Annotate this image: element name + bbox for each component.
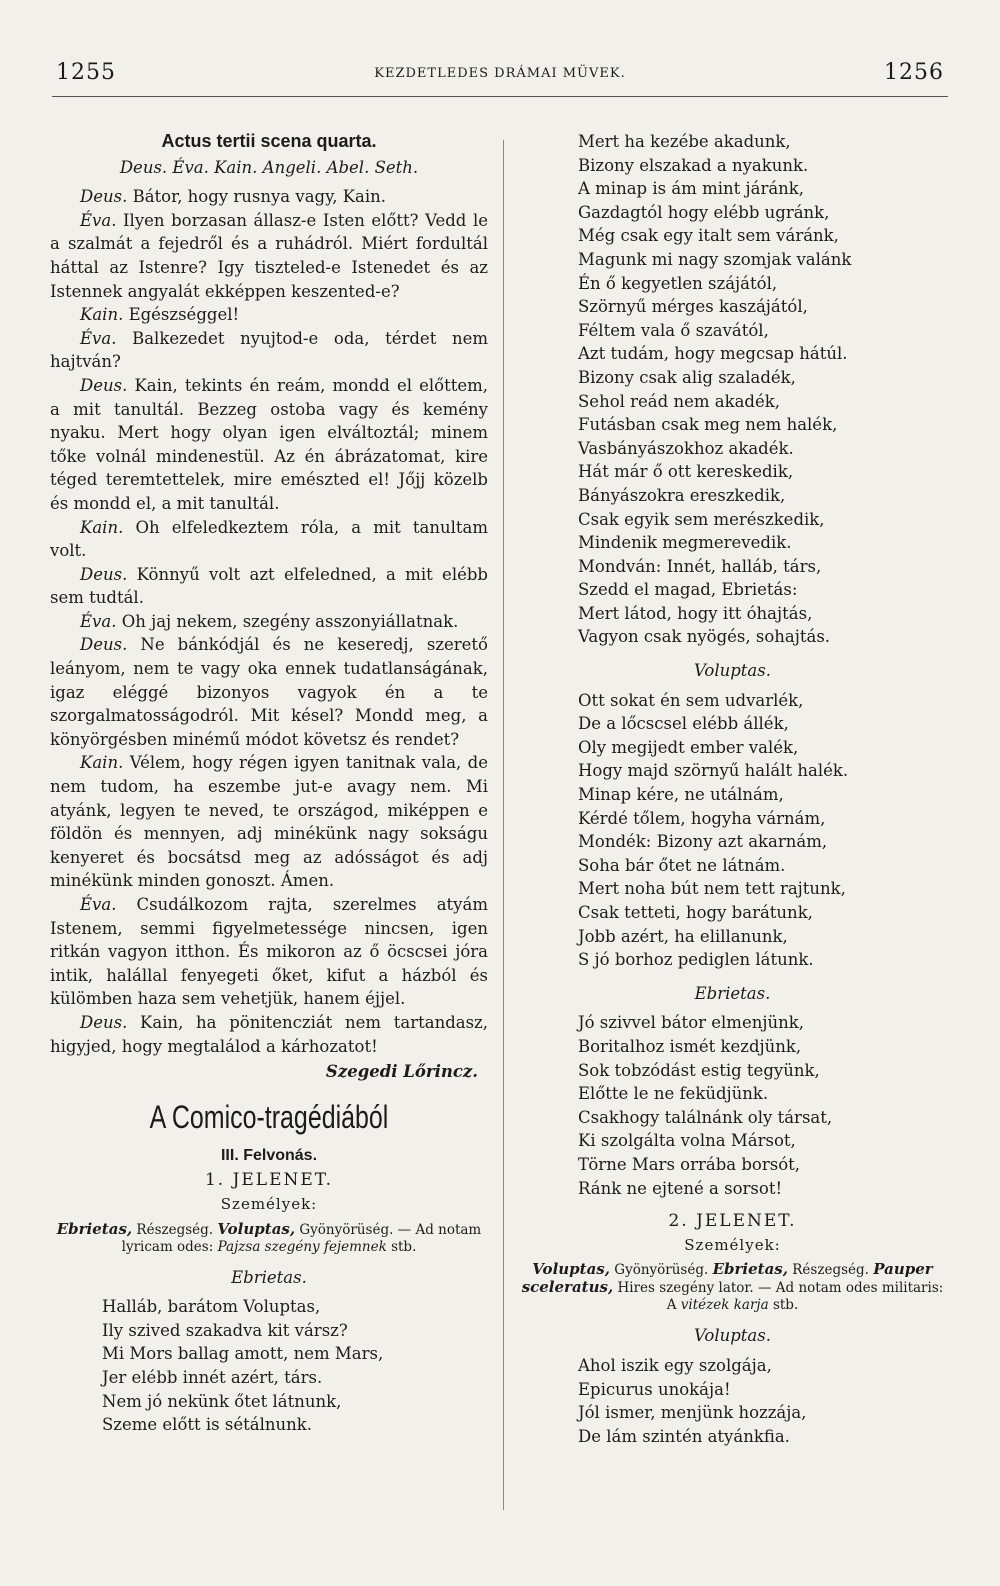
verse-line: Csak egyik sem merészkedik, — [578, 509, 825, 529]
verse-line: Epicurus unokája! — [578, 1379, 731, 1399]
work-title: A Comico-tragédiából — [149, 1098, 389, 1135]
scene-heading: 2. JELENET. — [668, 1211, 797, 1232]
verse-line: Sok tobzódást estig tegyünk, — [578, 1060, 820, 1080]
verse-line: Soha bár őtet ne látnám. — [578, 855, 786, 875]
speaker-name: Kain. — [80, 753, 124, 773]
speaker-name: Éva. — [80, 210, 117, 230]
verse-line: Vasbányászokhoz akadék. — [578, 438, 794, 458]
speech-text: Kain, ha pönitencziát nem tartandasz, higyjed, hogy megtalálod a kárhozatot! — [50, 1012, 488, 1056]
speaker-name: Éva. — [80, 328, 117, 348]
speaker-name: Deus. — [80, 187, 128, 207]
right-page-number: 1256 — [884, 60, 944, 85]
cast-name: Ebrietas, — [56, 1219, 133, 1238]
verse-block — [520, 130, 945, 649]
dialogue-paragraph — [50, 563, 488, 610]
left-page-number: 1255 — [56, 60, 116, 85]
running-title: KEZDETLEDES DRÁMAI MÜVEK. — [374, 66, 626, 81]
speech-text: Könnyű volt azt elfeledned, a mit elébb sem tudtál. — [50, 564, 488, 608]
verse-line: Jer elébb innét azért, társ. — [102, 1367, 323, 1387]
verse-line: Mindenik megmerevedik. — [578, 533, 792, 553]
speaker-name: Kain. — [80, 305, 124, 325]
speech-text: Oh elfeledkeztem róla, a mit tanultam volt. — [50, 517, 488, 561]
cast-name: Ebrietas, — [712, 1260, 788, 1279]
speech-text: Egészséggel! — [128, 305, 240, 325]
dialogue-paragraph — [50, 209, 488, 303]
verse-line: Halláb, barátom Voluptas, — [102, 1297, 321, 1317]
cast-description — [520, 1261, 945, 1314]
verse-line: Jó szivvel bátor elmenjünk, — [578, 1013, 804, 1033]
tune-name: Pajzsa szegény fejemnek — [217, 1238, 387, 1255]
speech-text: Kain, tekints én reám, mondd el előttem, a mit tanultál. Bezzeg ostoba vagy és kemény nyaku. Mert hogy olyan igen elváltoztál; minem tőke volnál mindenestül. Az én ábrázatomat, kire téged teremtettelek, mire emészted el! Jőjj közelb és mondd el, a mit tanultál. — [50, 375, 489, 513]
dialogue-paragraph — [50, 374, 488, 516]
verse-line: Csak tetteti, hogy barátunk, — [578, 903, 813, 922]
verse-line: Szörnyű mérges kaszájától, — [578, 297, 808, 317]
right-column — [520, 130, 945, 1458]
verse-line: Jobb azért, ha elillanunk, — [578, 926, 788, 946]
verse-line: Minap kére, ne utálnám, — [578, 785, 784, 805]
verse-line: Előtte le ne feküdjünk. — [578, 1084, 769, 1104]
dialogue-paragraph — [50, 751, 488, 893]
verse-block — [520, 1011, 945, 1200]
cast-end: stb. — [391, 1238, 417, 1255]
verse-line: Csakhogy találnánk oly társat, — [578, 1107, 833, 1127]
verse-line: Jól ismer, menjünk hozzája, — [578, 1403, 807, 1423]
dialogue-paragraph — [50, 185, 488, 209]
speech-text: Ne bánkódjál és ne keseredj, szerető leányom, nem te vagy oka ennek tudatlanságának, igaz eléggé bizonyos vagyok én a te szorgalmatosságodról. Mit késel? Mondd meg, a könyörgésben minémű módot követsz és rendet? — [50, 635, 488, 749]
verse-speaker: Ebrietas. — [694, 983, 771, 1003]
verse-line: Boritalhoz ismét kezdjünk, — [578, 1036, 802, 1056]
dialogue-paragraph — [50, 1011, 488, 1058]
dialogue-paragraph — [50, 633, 488, 751]
verse-line: Ki szolgálta volna Mársot, — [578, 1131, 796, 1151]
speaker-name: Kain. — [80, 517, 124, 537]
verse-block — [520, 689, 945, 972]
dialogue-paragraph — [50, 303, 488, 327]
verse-line: De lám szintén atyánkfia. — [578, 1426, 790, 1446]
verse-line: Mondván: Innét, halláb, társ, — [578, 556, 822, 576]
verse-line: A minap is ám mint járánk, — [578, 179, 805, 199]
cast-role: Részegség. — [136, 1221, 214, 1238]
cast-role: Gyönyörüség. — Ad notam lyricam odes: — [121, 1221, 482, 1255]
cast-name: Pauper sceleratus, — [521, 1260, 933, 1297]
dialogue-paragraph — [50, 610, 488, 634]
verse-line: Sehol reád nem akadék, — [578, 391, 780, 411]
speech-text: Ilyen borzasan állasz-e Isten előtt? Vedd le a szalmát a fejedről és a ruhádról. Miért fordultál háttal az Istenre? Igy tiszteled-e Istenedet és az Istennek angyalát ekképpen keszented-e? — [50, 210, 488, 301]
cast-name: Voluptas, — [217, 1219, 296, 1238]
verse-line: Hát már ő ott kereskedik, — [578, 462, 794, 482]
verse-line: Ránk ne ejtené a sorsot! — [578, 1178, 783, 1198]
cast-role: Gyönyörüség. — [614, 1262, 709, 1279]
verse-line: Mert noha bút nem tett rajtunk, — [578, 879, 846, 899]
header-rule — [52, 96, 948, 97]
verse-line: Hogy majd szörnyű halált halék. — [578, 761, 849, 781]
act-heading: III. Felvonás. — [220, 1146, 318, 1164]
speaker-name: Deus. — [80, 635, 128, 655]
cast-role: Hires szegény lator. — Ad notam odes militaris: A — [617, 1280, 944, 1314]
verse-line: Bányászokra ereszkedik, — [578, 485, 786, 505]
speech-text: Vélem, hogy régen igyen tanitnak vala, de nem tudom, ha eszembe jut-e avagy nem. Mi atyánk, legyen te neved, te országod, miképpen e földön és mennyen, adj minékünk nagy sokságu kenyeret és bocsátsd meg az adósságot és adj minékünk minden gonoszt. Ámen. — [50, 753, 488, 891]
verse-speaker: Voluptas. — [694, 1326, 771, 1346]
speech-text: Balkezedet nyujtod-e oda, térdet nem hajtván? — [50, 328, 488, 372]
speech-text: Csudálkozom rajta, szerelmes atyám Istenem, semmi figyelmetessége nincsen, igen ritkán vagyon itthon. És mikoron az ő öcscsei jóra intik, halállal fenyegeti őket, kifut a házból és külömben haza sem vehetjük, hanem éjjel. — [50, 895, 488, 1009]
verse-speaker: Ebrietas. — [231, 1267, 307, 1287]
speaker-name: Éva. — [80, 611, 117, 631]
speech-text: Bátor, hogy rusnya vagy, Kain. — [132, 187, 387, 207]
verse-line: De a lőcscsel elébb állék, — [578, 714, 789, 734]
persons-label: Személyek: — [220, 1194, 318, 1213]
dialogue-paragraph — [50, 516, 488, 563]
verse-line: Gazdagtól hogy elébb ugránk, — [578, 202, 830, 222]
speaker-name: Deus. — [80, 375, 128, 395]
speaker-name: Deus. — [80, 1012, 128, 1032]
verse-line: Magunk mi nagy szomjak valánk — [578, 249, 852, 269]
author-signature: Szegedi Lőrincz. — [325, 1062, 478, 1082]
dialogue — [50, 185, 488, 1058]
verse-line: Féltem vala ő szavától, — [578, 320, 769, 340]
scene-title: Actus tertii scena quarta. — [161, 131, 377, 151]
verse-line: Azt tudám, hogy megcsap hátúl. — [578, 344, 848, 364]
scene-heading: 1. JELENET. — [204, 1170, 334, 1191]
cast-end: stb. — [772, 1297, 799, 1314]
verse-line: Bizony elszakad a nyakunk. — [578, 155, 809, 175]
dialogue-paragraph — [50, 327, 488, 374]
persons-label: Személyek: — [684, 1235, 781, 1254]
verse-line: Még csak egy italt sem váránk, — [578, 226, 839, 246]
speaker-name: Éva. — [80, 895, 117, 914]
verse-line: Mi Mors ballag amott, nem Mars, — [102, 1344, 384, 1364]
verse-line: Mondék: Bizony azt akarnám, — [578, 832, 828, 852]
verse-line: Ahol iszik egy szolgája, — [578, 1355, 772, 1375]
verse-line: Futásban csak meg nem halék, — [578, 415, 838, 435]
verse-line: Oly megijedt ember valék, — [578, 737, 799, 757]
verse-line: Ily szived szakadva kit vársz? — [102, 1320, 348, 1340]
cast-description — [50, 1221, 488, 1256]
verse-line: Én ő kegyetlen szájától, — [578, 273, 778, 293]
cast-name: Voluptas, — [532, 1260, 610, 1279]
verse-line: S jó borhoz pediglen látunk. — [578, 950, 814, 970]
dialogue-paragraph — [50, 893, 488, 1011]
verse-block — [50, 1295, 488, 1437]
column-divider — [503, 140, 504, 1510]
tune-name: vitézek karja — [680, 1297, 769, 1314]
speaker-name: Deus. — [80, 564, 128, 584]
verse-line: Vagyon csak nyögés, sohajtás. — [578, 627, 831, 647]
speech-text: Oh jaj nekem, szegény asszonyiállatnak. — [121, 611, 459, 631]
verse-line: Szedd el magad, Ebrietás: — [578, 580, 798, 600]
cast-role: Részegség. — [792, 1262, 869, 1279]
cast-list: Deus. Éva. Kain. Angeli. Abel. Seth. — [119, 157, 419, 177]
verse-line: Mert látod, hogy itt óhajtás, — [578, 603, 813, 623]
page-header — [52, 60, 948, 96]
verse-line: Kérdé tőlem, hogyha várnám, — [578, 808, 826, 828]
verse-line: Törne Mars orrába borsót, — [578, 1154, 801, 1174]
verse-speaker: Voluptas. — [694, 661, 771, 681]
left-column — [50, 130, 488, 1447]
verse-line: Bizony csak alig szaladék, — [578, 367, 796, 387]
verse-line: Nem jó nekünk őtet látnunk, — [102, 1391, 342, 1411]
verse-block — [520, 1354, 945, 1448]
verse-line: Mert ha kezébe akadunk, — [578, 132, 791, 151]
verse-line: Ott sokat én sem udvarlék, — [578, 690, 804, 710]
verse-line: Szeme előtt is sétálnunk. — [102, 1415, 312, 1435]
